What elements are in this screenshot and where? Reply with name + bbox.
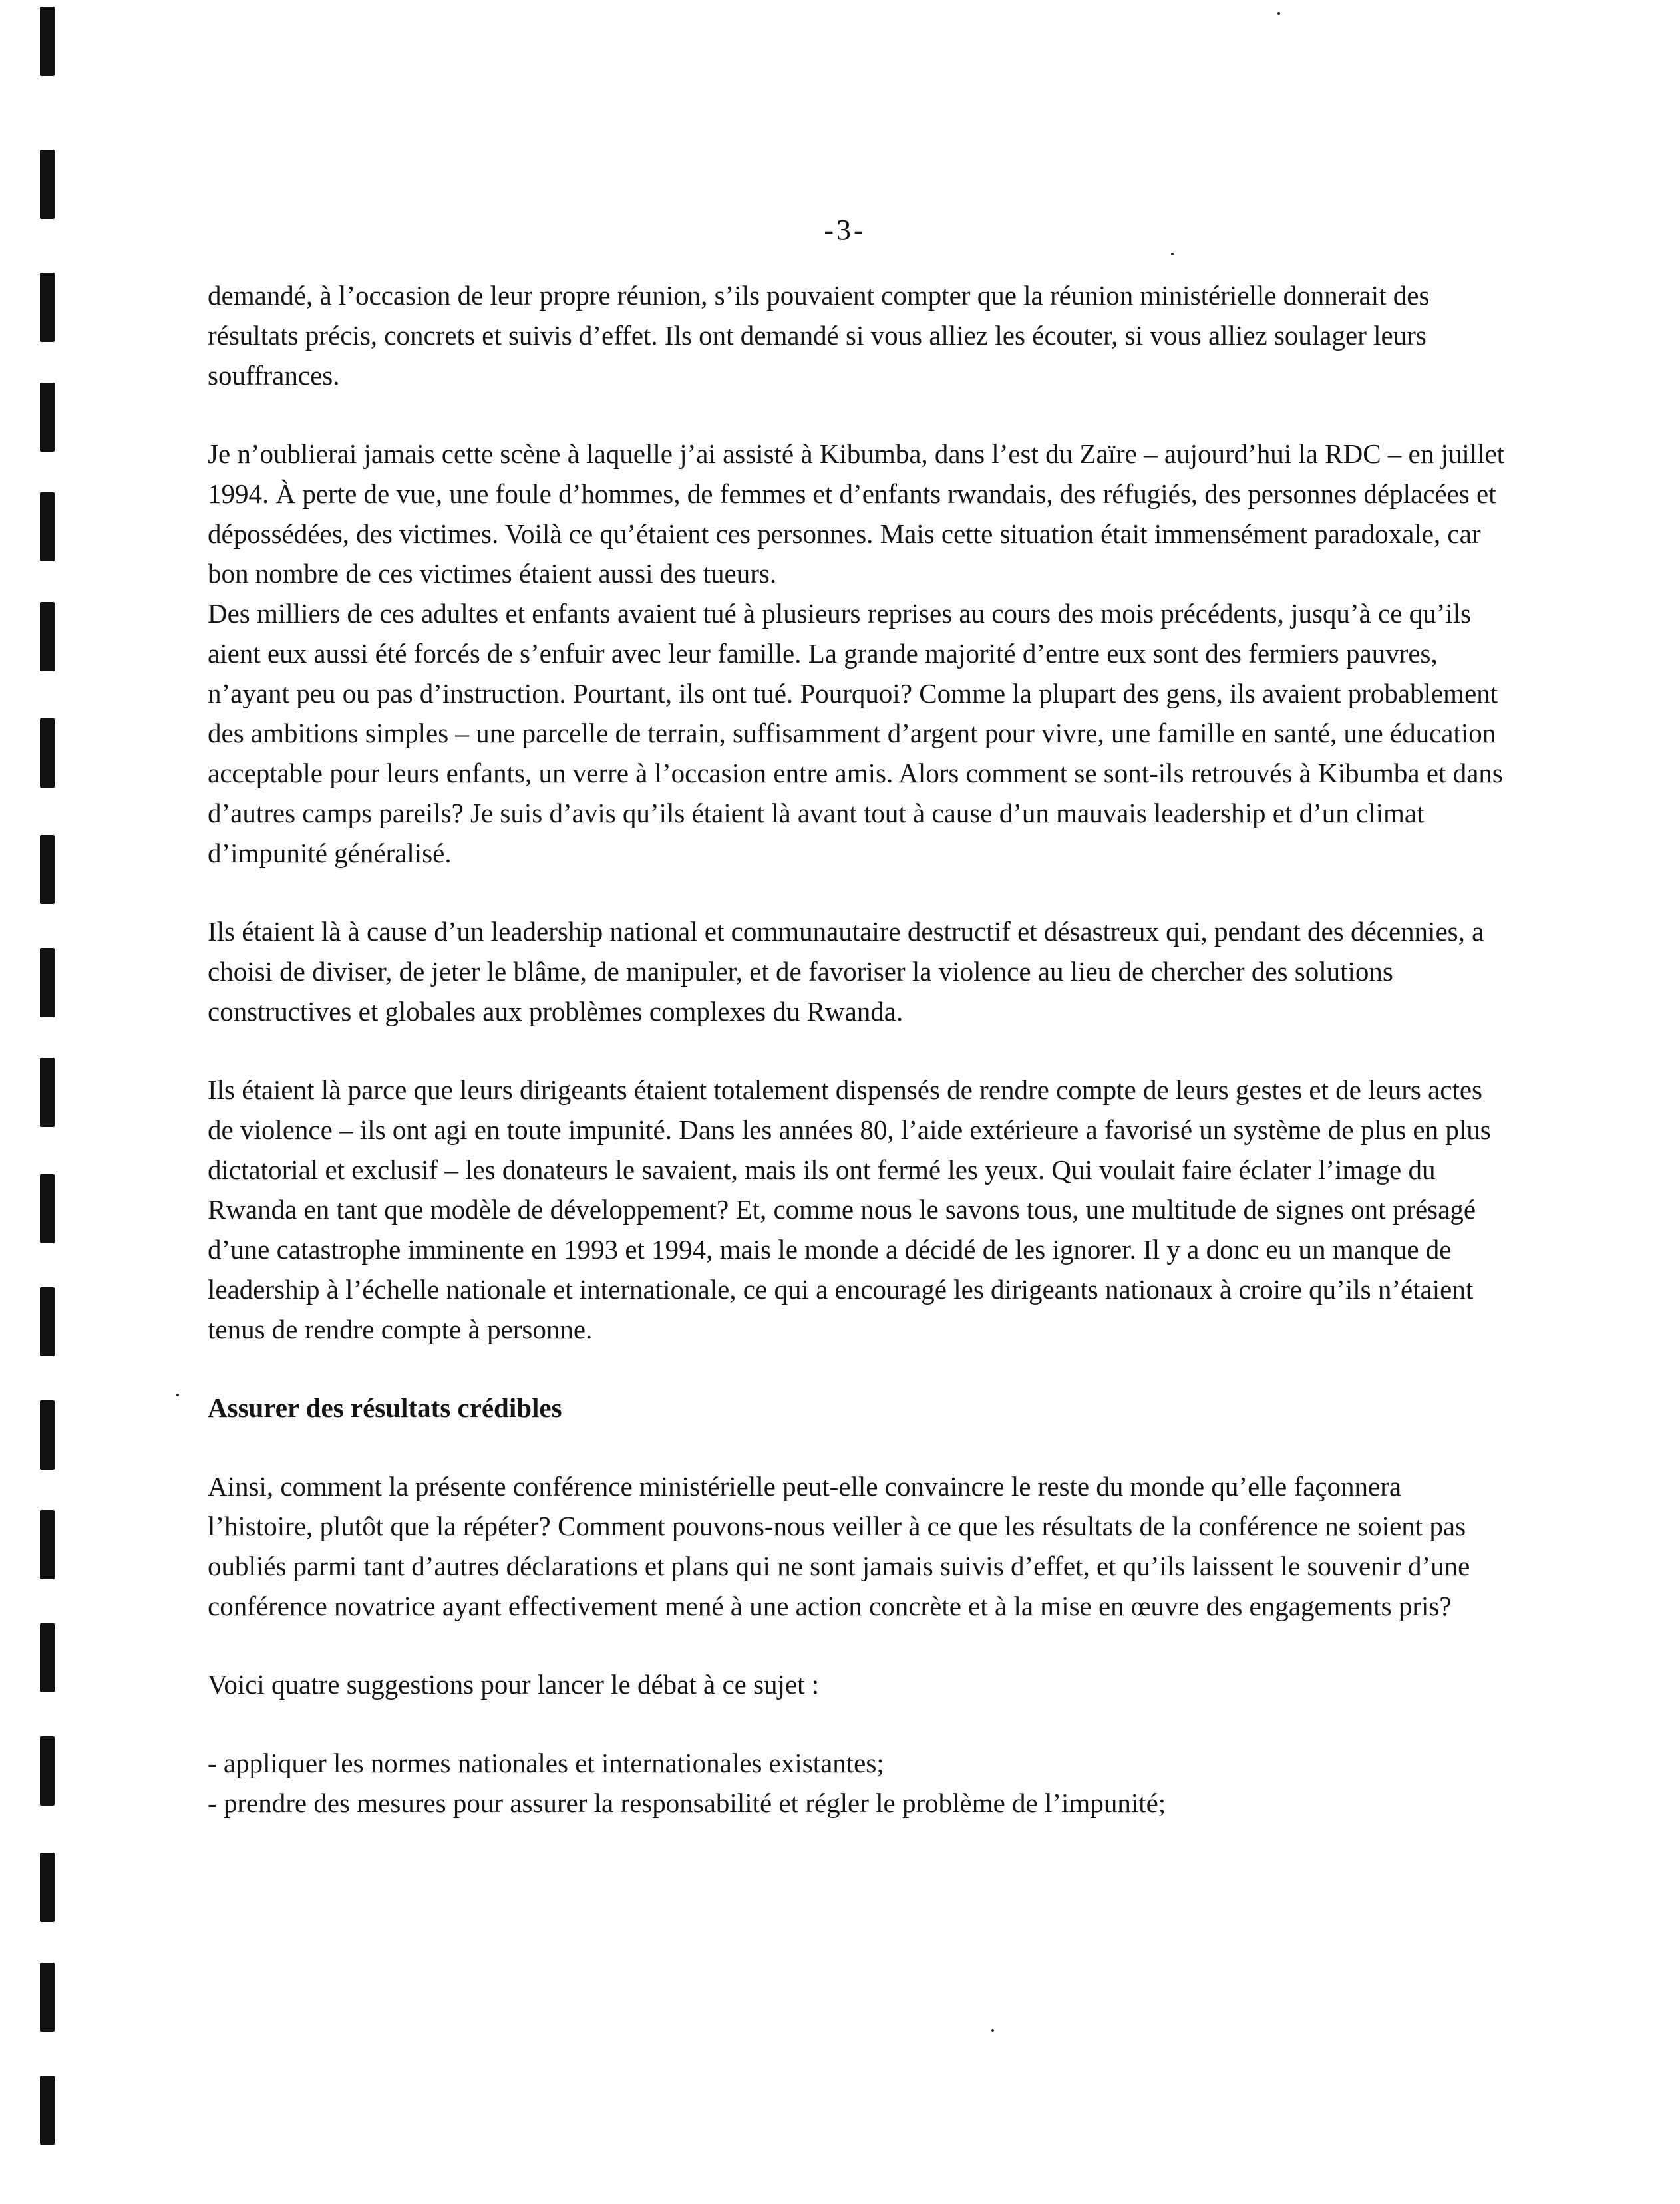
scan-edge-mark	[40, 273, 55, 342]
body-paragraph: Ils étaient là à cause d’un leadership national et communautaire destructif et désastreux qui, pendant des décennies, a choisi de diviser, de jeter le blâme, de manipuler, et de favoriser la violence au lieu de chercher des solutions constructives et globales aux problèmes complexes du Rwanda.	[208, 916, 1484, 1026]
document-body	[208, 275, 1505, 1823]
scan-edge-mark	[40, 383, 55, 452]
scan-edge-mark	[40, 835, 55, 904]
scan-speck	[1277, 12, 1280, 15]
body-paragraph: demandé, à l’occasion de leur propre réunion, s’ils pouvaient compter que la réunion ministérielle donnerait des résultats précis, concrets et suivis d’effet. Ils ont demandé si vous alliez les écouter, si vous alliez soulager leurs souffrances.	[208, 280, 1430, 391]
scan-edge-mark	[40, 1623, 55, 1692]
scan-edge-mark	[40, 1400, 55, 1470]
scan-edge-mark	[40, 1287, 55, 1356]
scan-edge-mark	[40, 602, 55, 671]
body-paragraph: Ils étaient là parce que leurs dirigeants étaient totalement dispensés de rendre compte de leurs gestes et de leurs actes de violence – ils ont agi en toute impunité. Dans les années 80, l’aide extérieure a favorisé un système de plus en plus dictatorial et exclusif – les donateurs le savaient, mais ils ont fermé les yeux. Qui voulait faire éclater l’image du Rwanda en tant que modèle de développement? Et, comme nous le savons tous, une multitude de signes ont présagé d’une catastrophe imminente en 1993 et 1994, mais le monde a décidé de les ignorer. Il y a donc eu un manque de leadership à l’échelle nationale et internationale, ce qui a encouragé les dirigeants nationaux à croire qu’ils n’étaient tenus de rendre compte à personne.	[208, 1074, 1491, 1344]
scan-edge-mark	[40, 492, 55, 561]
scan-edge-mark	[40, 1853, 55, 1922]
scan-edge-mark	[40, 718, 55, 788]
scan-edge-mark	[40, 1174, 55, 1243]
list-item: - prendre des mesures pour assurer la responsabilité et régler le problème de l’impunité;	[208, 1788, 1166, 1818]
scan-edge-mark	[40, 1058, 55, 1127]
scan-edge-marks	[40, 0, 60, 2204]
body-paragraph: Je n’oublierai jamais cette scène à laquelle j’ai assisté à Kibumba, dans l’est du Zaïre – aujourd’hui la RDC – en juillet 1994. À perte de vue, une foule d’hommes, de femmes et d’enfants rwandais, des réfugiés, des personnes déplacées et dépossédées, des victimes. Voilà ce qu’étaient ces personnes. Mais cette situation était immensément paradoxale, car bon nombre de ces victimes étaient aussi des tueurs.	[208, 438, 1505, 589]
suggestion-list	[208, 1743, 1505, 1823]
scan-edge-mark	[40, 7, 55, 76]
list-item: - appliquer les normes nationales et internationales existantes;	[208, 1748, 884, 1778]
body-paragraph: Voici quatre suggestions pour lancer le débat à ce sujet :	[208, 1669, 820, 1700]
scan-edge-mark	[40, 948, 55, 1017]
scan-edge-mark	[40, 1963, 55, 2032]
scan-edge-mark	[40, 2076, 55, 2145]
scan-edge-mark	[40, 150, 55, 219]
body-paragraph: Ainsi, comment la présente conférence ministérielle peut-elle convaincre le reste du monde qu’elle façonnera l’histoire, plutôt que la répéter? Comment pouvons-nous veiller à ce que les résultats de la conférence ne soient pas oubliés parmi tant d’autres déclarations et plans qui ne sont jamais suivis d’effet, et qu’ils laissent le souvenir d’une conférence novatrice ayant effectivement mené à une action concrète et à la mise en œuvre des engagements pris?	[208, 1471, 1470, 1621]
scan-edge-mark	[40, 1736, 55, 1806]
scan-speck	[1171, 253, 1174, 255]
scan-speck	[176, 1394, 179, 1396]
body-paragraph: Des milliers de ces adultes et enfants avaient tué à plusieurs reprises au cours des mois précédents, jusqu’à ce qu’ils aient eux aussi été forcés de s’enfuir avec leur famille. La grande majorité d’entre eux sont des fermiers pauvres, n’ayant peu ou pas d’instruction. Pourtant, ils ont tué. Pourquoi? Comme la plupart des gens, ils avaient probablement des ambitions simples – une parcelle de terrain, suffisamment d’argent pour vivre, une famille en santé, une éducation acceptable pour leurs enfants, un verre à l’occasion entre amis. Alors comment se sont-ils retrouvés à Kibumba et dans d’autres camps pareils? Je suis d’avis qu’ils étaient là avant tout à cause d’un mauvais leadership et d’un climat d’impunité généralisé.	[208, 598, 1503, 868]
page-number: -3-	[824, 214, 866, 246]
scan-edge-mark	[40, 1510, 55, 1579]
scan-speck	[991, 2029, 994, 2032]
section-heading: Assurer des résultats crédibles	[208, 1392, 562, 1423]
